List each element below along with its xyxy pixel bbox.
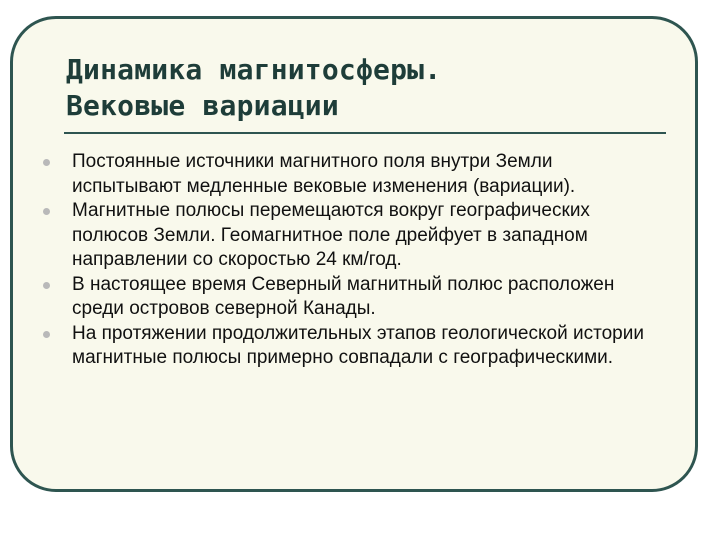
bullet-item xyxy=(40,199,660,273)
bullet-dot-icon xyxy=(43,282,50,289)
bullet-list xyxy=(40,150,660,371)
title-line-2: Вековые вариации xyxy=(66,89,339,122)
bullet-item xyxy=(40,273,660,322)
bullet-item xyxy=(40,150,660,199)
bullet-text: В настоящее время Северный магнитный полюс расположен среди островов северной Канады. xyxy=(72,273,615,319)
bullet-text: На протяжении продолжительных этапов геологической истории магнитные полюсы примерно совпадали с географическими. xyxy=(72,322,644,368)
bullet-dot-icon xyxy=(43,208,50,215)
title-line-1: Динамика магнитосферы. xyxy=(66,53,442,86)
bullet-item xyxy=(40,322,660,371)
bullet-dot-icon xyxy=(43,331,50,338)
title-underline xyxy=(64,132,666,134)
bullet-text: Постоянные источники магнитного поля внутри Земли испытывают медленные вековые изменения (вариации). xyxy=(72,151,576,197)
bullet-dot-icon xyxy=(43,159,50,166)
slide-title xyxy=(66,52,666,124)
bullet-text: Магнитные полюсы перемещаются вокруг географических полюсов Земли. Геомагнитное поле дрейфует в западном направлении со скоростью 24 км/год. xyxy=(72,200,590,270)
